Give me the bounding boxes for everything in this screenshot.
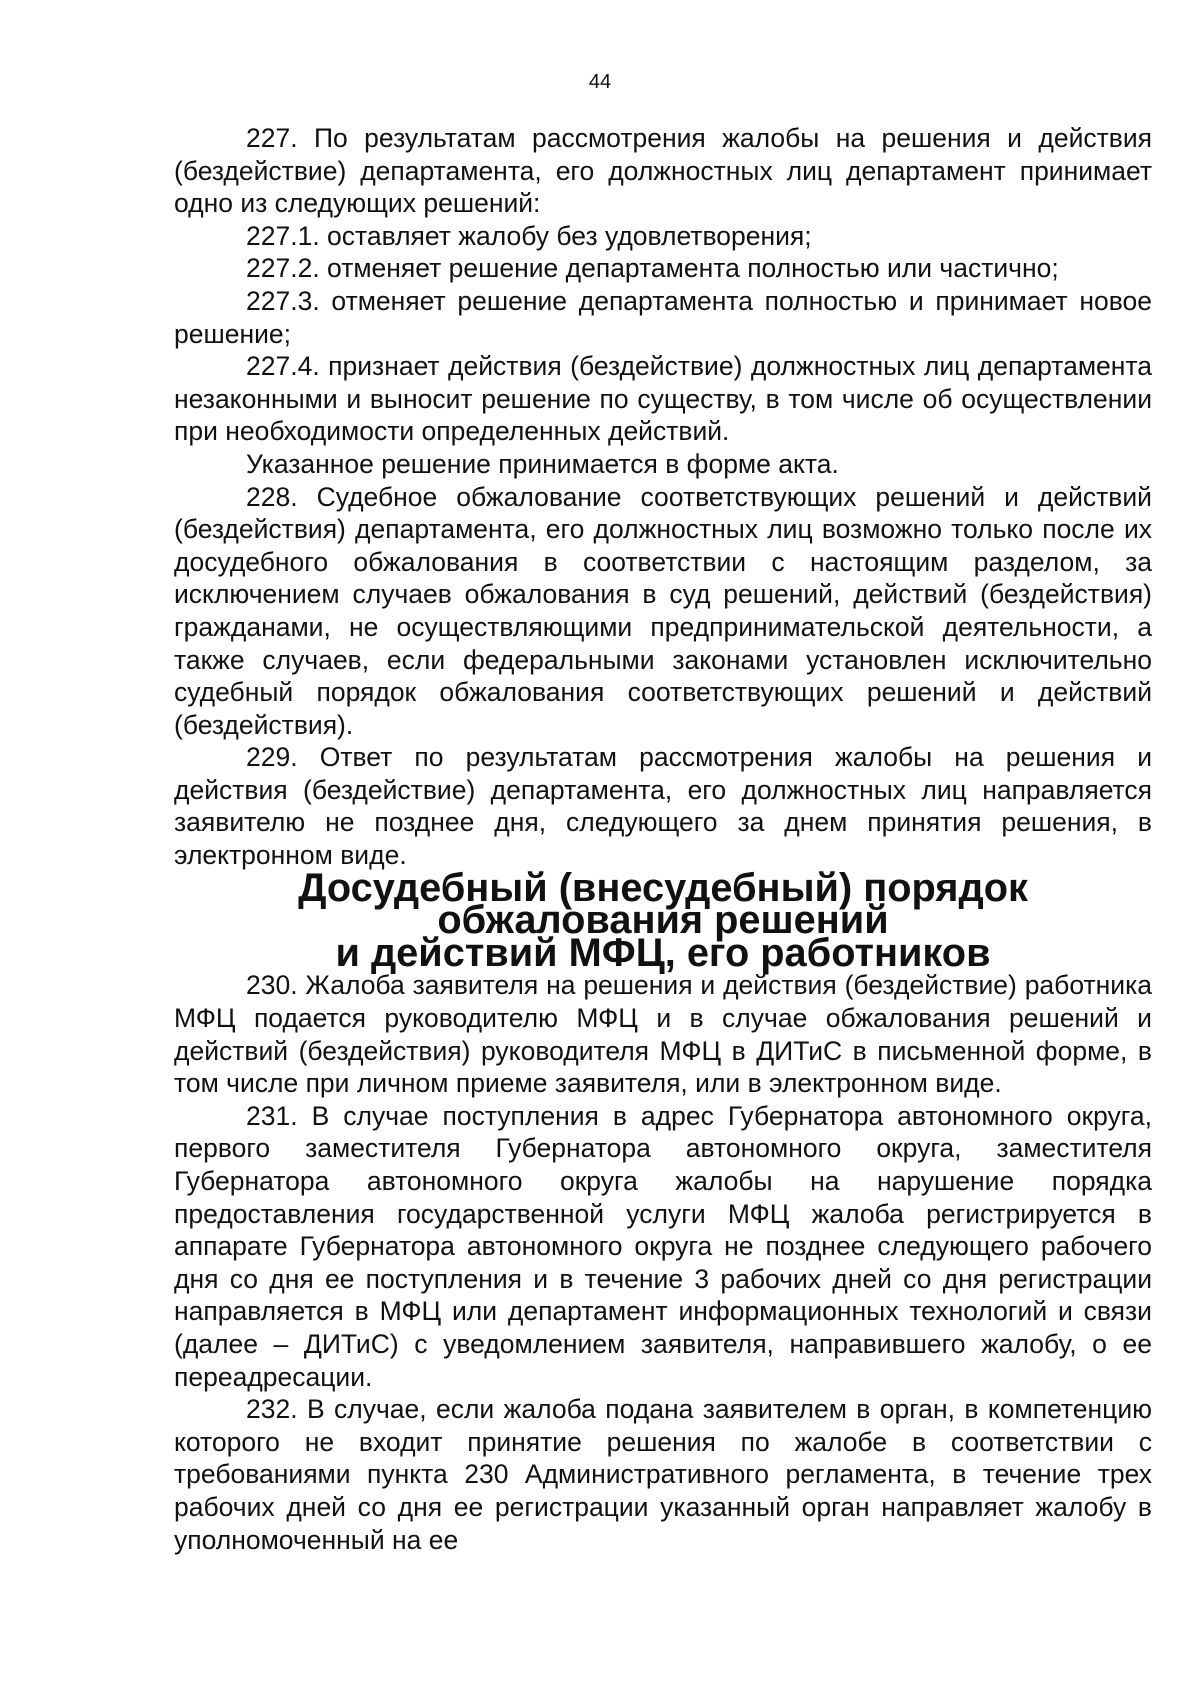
page-number: 44: [588, 71, 612, 93]
paragraph-231: 231. В случае поступления в адрес Губернатора автономного округа, первого заместителя Губернатора автономного округа, заместителя Губернатора автономного округа жалобы на нарушение порядка предоставления государственной услуги МФЦ жалоба регистрируется в аппарате Губернатора автономного округа не позднее следующего рабочего дня со дня ее поступления и в течение 3 рабочих дней со дня регистрации направляется в МФЦ или департамент информационных технологий и связи (далее – ДИТиС) с уведомлением заявителя, направившего жалобу, о ее переадресации.: [174, 1100, 1152, 1392]
paragraph-227-4: 227.4. признает действия (бездействие) должностных лиц департамента незаконными и выносит решение по существу, в том числе об осуществлении при необходимости определенных действий.: [174, 351, 1152, 447]
paragraph-act-form: Указанное решение принимается в форме акта.: [246, 448, 839, 479]
paragraph-228: 228. Судебное обжалование соответствующих решений и действий (бездействия) департамента, его должностных лиц возможно только после их досудебного обжалования в соответствии с настоящим разделом, за исключением случаев обжалования в суд решений, действий (бездействия) гражданами, не осуществляющими предпринимательской деятельности, а также случаев, если федеральными законами установлен исключительно судебный порядок обжалования соответствующих решений и действий (бездействия).: [174, 481, 1152, 740]
paragraph-227-3: 227.3. отменяет решение департамента полностью и принимает новое решение;: [174, 285, 1152, 349]
section-heading-line-2: и действий МФЦ, его работников: [335, 930, 991, 975]
section-heading-line-1: Досудебный (внесудебный) порядок обжалования решений: [298, 865, 1028, 943]
document-body: [174, 122, 1152, 1556]
section-heading: [174, 865, 1152, 975]
paragraph-230: 230. Жалоба заявителя на решения и действия (бездействие) работника МФЦ подается руководителю МФЦ и в случае обжалования решений и действий (бездействия) руководителя МФЦ в ДИТиС в письменной форме, в том числе при личном приеме заявителя, или в электронном виде.: [174, 970, 1152, 1099]
paragraph-232: 232. В случае, если жалоба подана заявителем в орган, в компетенцию которого не входит принятие решения по жалобе в соответствии с требованиями пункта 230 Административного регламента, в течение трех рабочих дней со дня ее регистрации указанный орган направляет жалобу в уполномоченный на ее: [174, 1394, 1152, 1555]
paragraph-229: 229. Ответ по результатам рассмотрения жалобы на решения и действия (бездействие) департамента, его должностных лиц направляется заявителю не позднее дня, следующего за днем принятия решения, в электронном виде.: [174, 742, 1152, 871]
paragraph-227: 227. По результатам рассмотрения жалобы на решения и действия (бездействие) департамента, его должностных лиц департамент принимает одно из следующих решений:: [174, 123, 1152, 219]
paragraph-227-1: 227.1. оставляет жалобу без удовлетворения;: [246, 220, 812, 251]
paragraph-227-2: 227.2. отменяет решение департамента полностью или частично;: [246, 253, 1059, 284]
